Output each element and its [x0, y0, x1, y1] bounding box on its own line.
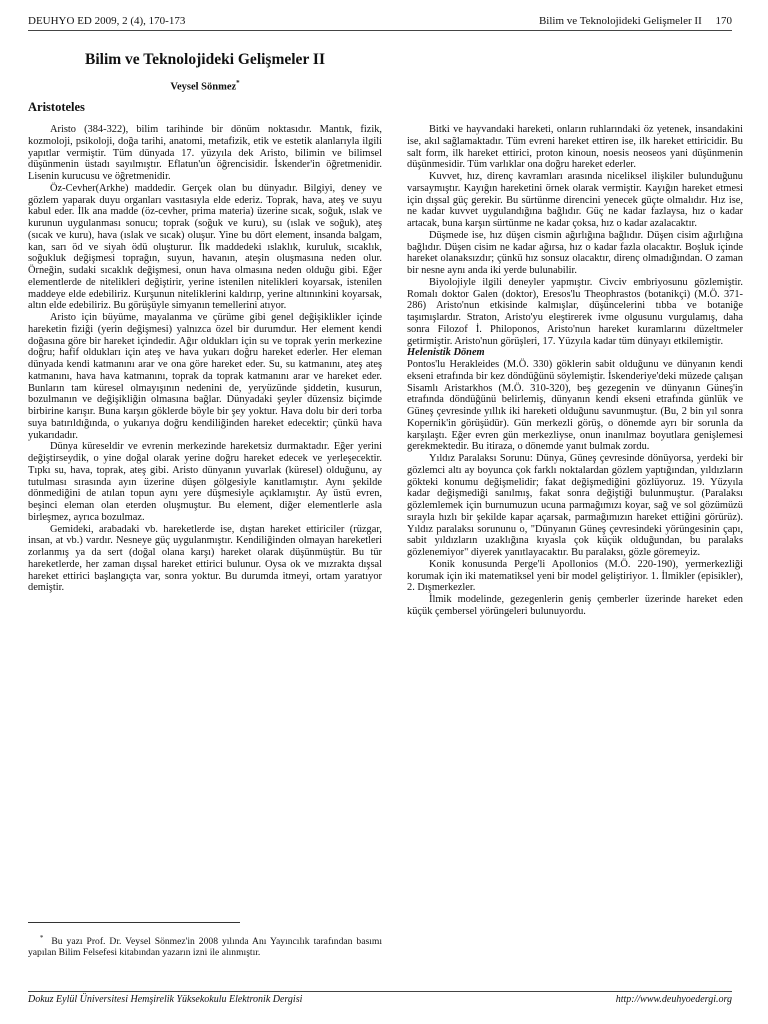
section-heading: Aristoteles [28, 100, 85, 114]
author-name: Veysel Sönmez [170, 81, 237, 93]
footer-url[interactable]: http://www.deuhyoedergi.org [615, 994, 732, 1005]
paragraph: Konik konusunda Perge'li Apollonios (M.Ö. 220-190), yermerkezliği korumak için iki matematiksel yeni bir model geliştiriyor. 1. İlmikler (episikler), 2. Dışmerkezler. [407, 558, 743, 594]
running-title: Bilim ve Teknolojideki Gelişmeler II [538, 15, 702, 27]
footnote [28, 933, 382, 959]
paragraph: Kuvvet, hız, direnç kavramları arasında niceliksel ilişkiler bulunduğunu varsaymıştır. Kayığın hareketini örnek olarak vermiştir. Kayığın hareket etmesi için dışsal güç gerekir. Bu sürtünme direncini yenecek güçte olmalıdır. Hız ise, ne kadar kuvvet uygulandığına bağlıdır. Güç ne kadar fazlaysa, hız o kadar artacak, buna karşın sürtünme ne kadar çoksa, hız o kadar azalacaktır. [407, 171, 743, 229]
paragraph: Öz-Cevher(Arkhe) maddedir. Gerçek olan bu dünyadır. Bilgiyi, deney ve gözlem yaparak duyu organları vasıtasıyla elde ederiz. Toprak, hava, ateş ve suyu kabul eder. İlk ana madde (öz-cevher, prima materia) üzerine sıcak, soğuk, ıslak ve kurunun uygulanması sonucu; toprak (soğuk ve kuru), su (ıslak ve soğuk), ateş (sıcak ve kuru), hava (ıslak ve sıcak) oluşur. Yine bu dört element, insanda balgam, kan, sarı öd ve siyah ödü oluşturur. İlk maddedeki ıslaklık, kuruluk, sıcaklık, soğukluk değişmesi toprağın, suyun, havanın, ateşin oluşmasına neden olur. Örneğin, sudaki sıcaklık değişmesi, onun hava olmasına neden olduğu gibi. Eğer elementlerde de nitelikleri değiştirir, yerine istenilen nitelikleri koyarsak, istenilen maddeye elde edebiliriz. Kurşunun niteliklerini kaldırıp, yerine altınınkini koyarsak, altın elde edebiliriz. Bu görüşüyle simyanın temellerini atıyor. [28, 182, 382, 312]
paragraph: Dünya küreseldir ve evrenin merkezinde hareketsiz durmaktadır. Eğer yerini değiştirseydik, o yine doğal olarak yerine doğru hareket edecek ve yerleşecektir. Tıpkı su, hava, toprak, ateş gibi. Aristo dünyanın yuvarlak (küresel) olduğunu, ay tutulması sırasında ayın üzerine düşen gölgesiyle kanıtlamıştır. Aynı şekilde dönmediğini de atılan topun aynı yere düşmesiyle açıklamıştır. Ay üstü evren, beşinci eleman olan eterden oluşmuştur. Bu element, diğer elementlerle asla birleşmez, ayrıca bozulmaz. [28, 441, 382, 523]
paragraph: Aristo (384-322), bilim tarihinde bir dönüm noktasıdır. Mantık, fizik, kozmoloji, psikoloji, doğa tarihi, anatomi, metafizik, etik ve estetik alanlarıyla ilgili yapıtlar vermiştir. Tüm dünyada 17. yüzyıla dek Aristo, bilimin ve bilimsel düşünmenin üstadı sayılmıştır. Eflatun'un öğrencisidir. İskender'in öğretmenidir. Lisenin kurucusu ve öğretmenidir. [28, 124, 382, 182]
left-column [28, 124, 382, 594]
footer-journal-name: Dokuz Eylül Üniversitesi Hemşirelik Yüksekokulu Elektronik Dergisi [28, 994, 303, 1005]
author-line [28, 77, 382, 94]
footnote-text: Bu yazı Prof. Dr. Veysel Sönmez'in 2008 yılında Anı Yayıncılık tarafından basımı yapılan Bilim Felsefesi kitabından yazarın izni ile alınmıştır. [28, 936, 383, 959]
journal-reference: DEUHYO ED 2009, 2 (4), 170-173 [28, 15, 186, 27]
subsection-heading: Helenistik Dönem [407, 347, 485, 359]
author-footnote-mark: * [236, 79, 240, 87]
running-header [539, 14, 732, 28]
paragraph: Aristo için büyüme, mayalanma ve çürüme gibi genel değişiklikler içinde hareketin fiziği (yerin değişmesi) yalnızca özel bir durumdur. Her element kendi doğasına göre bir hareket içindedir. Ağır oldukları için su ve toprak yerin merkezine doğru; hafif oldukları için ateş ve hava yukarı doğru hareket ederler. Her eleman dünyada kendi katmanını arar ve ona göre hareket eder. Su, su katmanını, ateş ateş katmanını, hava hava katmanını, toprak da toprak katmanını arar ve hareket eder. Bunların tam küresel olmayışının nedenini de, yeryüzünde şiddetin, kusurun, bozulmanın ve değişikliğin olmasına bağlar. Dünyadaki şeyler düzensiz biçimde birbirine karışır. Buna karşın göklerde böyle bir şey yoktur. Hava dolu bir deri torba suya batırıldığında, o yukarıya doğru kendiliğinden hareket edecektir; çünkü hava yukarıdadır. [28, 312, 382, 441]
footnote-mark: * [39, 934, 44, 942]
article-title: Bilim ve Teknolojideki Gelişmeler II [85, 51, 325, 68]
paragraph: Gemideki, arabadaki vb. hareketlerde ise, dıştan hareket ettiriciler (rüzgar, insan, at vb.) vardır. Nesneye güç uygulanmıştır. Kendiliğinden olmayan hareketleri zorlanmış ya da sert (doğal olana karşı) hareket olarak düşünmüştür. Bu tür hareketlerde, her zaman dışsal hareket ettirici bulunur. Oysa ok ve mızrakta dışsal hareket ettirici başlangıçta var, sonra yoktur. Bu durumda itmeyi, ortam yaratıyor demiştir. [28, 523, 382, 594]
paragraph: Pontos'lu Herakleides (M.Ö. 330) göklerin sabit olduğunu ve dünyanın kendi ekseni etrafında bir kez döndüğünü söylemiştir. İskenderiye'deki müzede çalışan Sisamlı Aristarkhos (M.Ö. 310-320), beş gezegenin ve dünyanın Güneş'in etrafında döndüğünü belirlemiş, dünyanın kendi ekseni etrafında günlük ve Güneş çevresinde yıllık iki hareketi olduğunu savunmuştur. (Bu, 2 bin yıl sonra Kopernik'in görüşüdür). Gün merkezli görüş, o dönemde ayrı bir sorunla da karşılaştı. Eğer evren gün merkezliyse, onun inanılmaz boyutlara genişlemesi gerekmektedir. Bu itiraza, o dönemde yanıt bulmak zordu. [407, 359, 743, 453]
paragraph: Düşmede ise, hız düşen cismin ağırlığına bağlıdır. Düşen cisim ağırlığına bağlıdır. Düşen cisim ne kadar ağırsa, hız o kadar fazla olacaktır. Boşluk içinde hareket olanaksızdır; çünkü hız sonsuz olacaktır, direnç olmadığından. O zaman bir nesne aynı anda iki yerde bulunabilir. [407, 229, 743, 276]
paragraph: Biyolojiyle ilgili deneyler yapmıştır. Civciv embriyosunu gözlemiştir. Romalı doktor Galen (doktor), Eresos'lu Theophrastos (botanikçi) (M.Ö. 371-286) Aristo'nun etkisinde kalmışlar, düşüncelerini tıbba ve botaniğe taşımışlardır. Straton, Aristo'yu eleştirerek ivme olgusunu vurgulamış, daha sonra Filozof İ. Philoponos, Aristo'nun hareket kuramlarını düzeltmeler getirmiştir. Aristo'nun görüşleri, 17. Yüzyıla kadar tüm dünyayı etkilemiştir. [407, 276, 743, 347]
paragraph: Bitki ve hayvandaki hareketi, onların ruhlarındaki öz yetenek, insandakini ise, akıl sağlamaktadır. Tüm evreni hareket ettiren ise, ilk hareket ettiricidir. Bu salt form, ilk hareket ettirici, proton kinoun, noesis neoseos yani düşünmenin düşünmesidir. Tüm varlıklar ona doğru hareket ederler. [407, 124, 743, 171]
page-number: 170 [715, 15, 732, 27]
footnote-rule [28, 922, 240, 923]
paragraph: Yıldız Paralaksı Sorunu: Dünya, Güneş çevresinde dönüyorsa, yerdeki bir gözlemci altı ay boyunca çok farklı noktalardan gözlem yaptığından, yıldızların gökteki konumu değişmelidir; fakat değişmediğini gözlüyoruz. 19. Yüzyıla kadar değişmediği sanılmış, fakat sonra değiştiği bulunmuştur. (Paralaksı gözlemlemek için burnumuzun ucuna parmağımızı koyar, sağ ve sol gözümüzü sırayla hızlı bir şekilde kapar açarsak, parmağımızın hareket ettiğini görürüz). Yıldız paralaksı sorununu o, "Dünyanın Güneş çevresindeki yörüngesinin çapı, sabit yıldızların uzaklığına kıyasla çok küçük olduğundan, bu paralaks gözlenemiyor" diyerek yanıtlayacaktır. Bu paralaksı, gözle göremeyiz. [407, 453, 743, 558]
paragraph: İlmik modelinde, gezegenlerin geniş çemberler üzerinde hareket eden küçük çembersel yörüngeleri bulunuyordu. [407, 594, 743, 617]
footer-rule [28, 991, 732, 992]
header-rule [28, 30, 732, 31]
right-column [407, 124, 743, 618]
